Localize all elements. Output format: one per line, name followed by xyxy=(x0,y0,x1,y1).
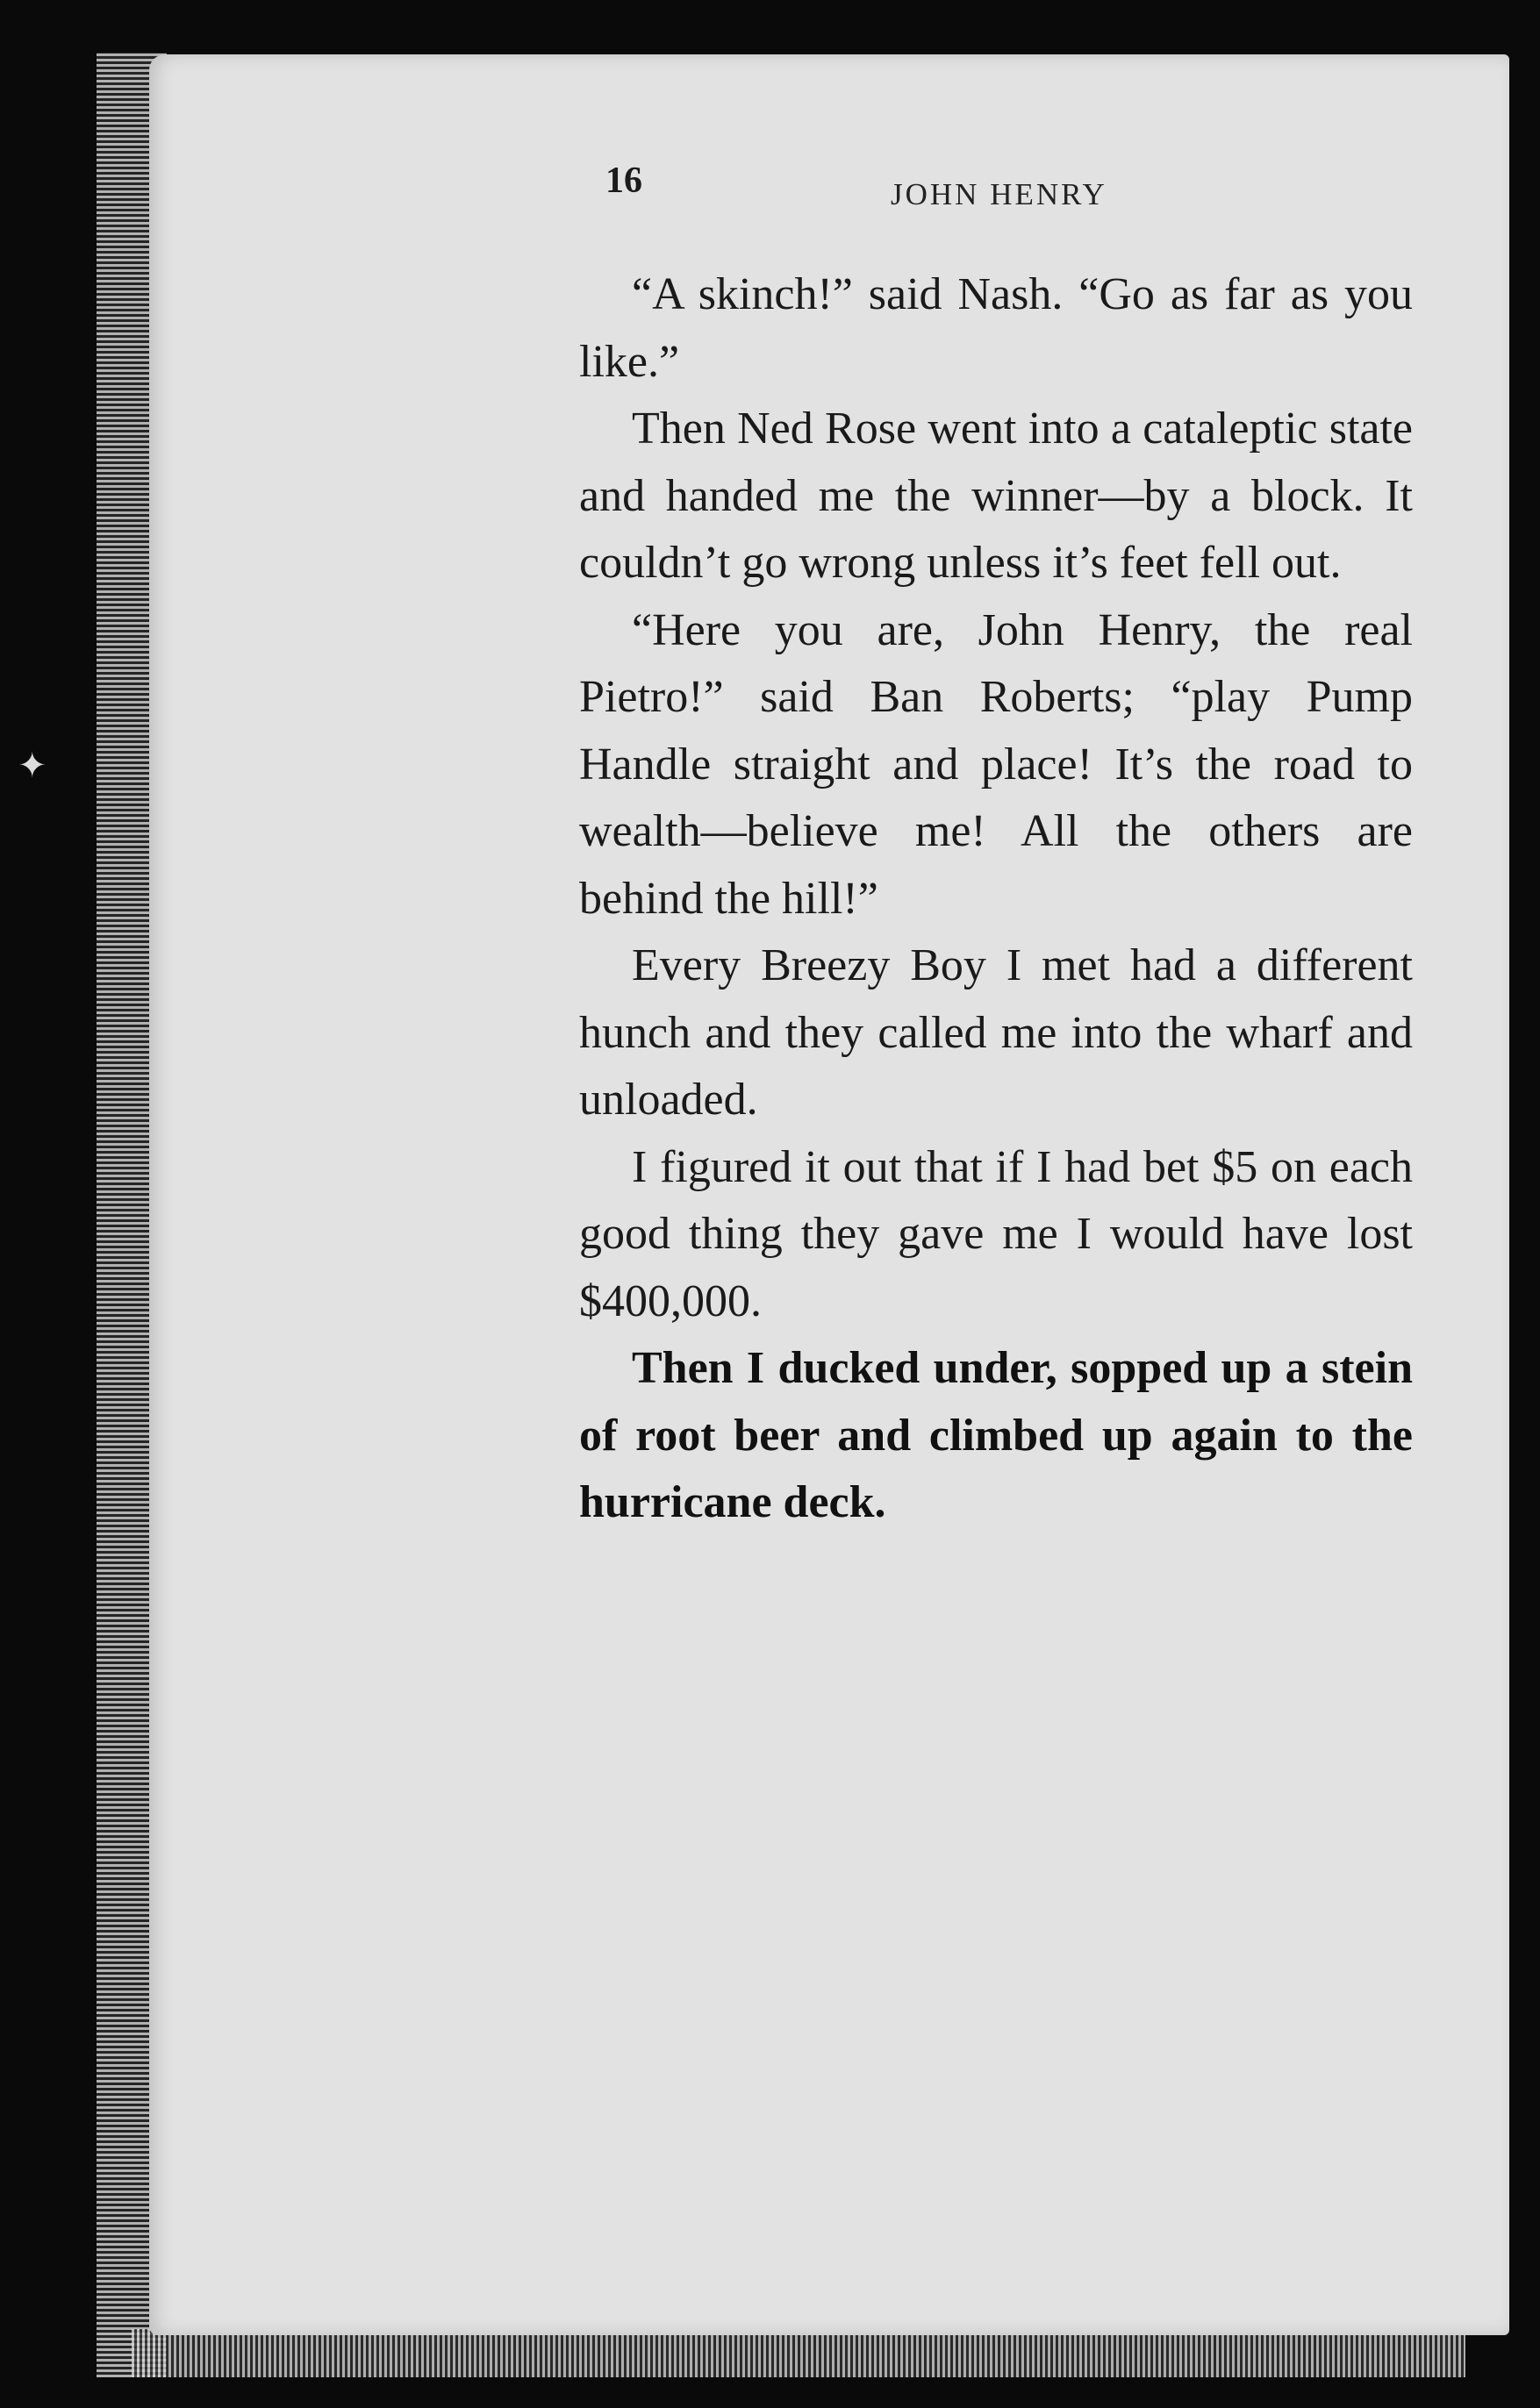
paragraph: Then Ned Rose went into a cataleptic state and handed me the winner—by a block. It couldn’t go wrong unless it’s feet fell out. xyxy=(579,404,1413,588)
paragraph: Then I ducked under, sopped up a stein of root beer and climbed up again to the hurricane deck. xyxy=(579,1343,1413,1527)
paragraph: I figured it out that if I had bet $5 on each good thing they gave me I would have lost $400,000. xyxy=(579,1141,1413,1326)
margin-mark-icon: ✦ xyxy=(18,746,47,786)
page-number: 16 xyxy=(605,161,642,201)
paragraph: “A skinch!” said Nash. “Go as far as you like.” xyxy=(579,269,1413,387)
paragraph: Every Breezy Boy I met had a different hunch and they called me into the wharf and unloaded. xyxy=(579,940,1413,1125)
page-header xyxy=(605,160,1474,221)
running-head: JOHN HENRY xyxy=(891,177,1107,211)
paragraph: “Here you are, John Henry, the real Pietro!” said Ban Roberts; “play Pump Handle straight and place! It’s the road to wealth—believe me! All the others are behind the hill!” xyxy=(579,604,1413,924)
body-text xyxy=(579,261,1413,1537)
book-bottom-edge xyxy=(132,2329,1465,2377)
